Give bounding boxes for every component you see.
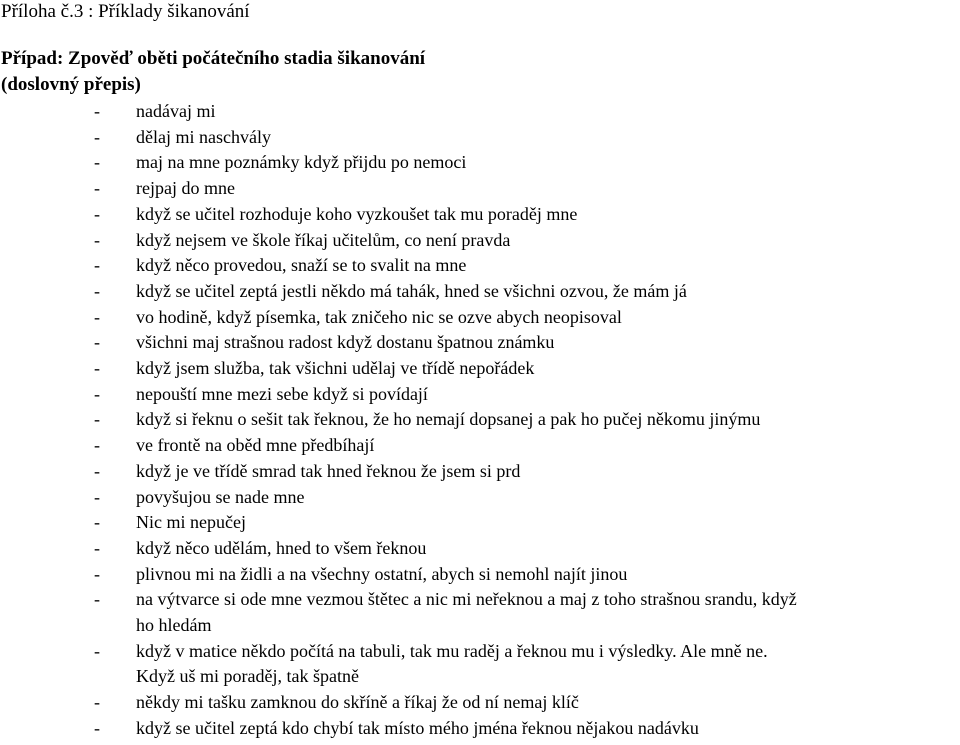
list-item-text: maj na mne poznámky když přijdu po nemoci bbox=[136, 152, 467, 173]
list-item bbox=[0, 279, 960, 305]
list-item-continuation: ho hledám bbox=[136, 615, 212, 636]
list-dash: - bbox=[94, 589, 100, 610]
appendix-heading: Příloha č.3 : Příklady šikanování bbox=[1, 1, 250, 22]
list-dash: - bbox=[94, 126, 100, 147]
list-dash: - bbox=[94, 229, 100, 250]
list-item bbox=[0, 253, 960, 279]
list-dash: - bbox=[94, 203, 100, 224]
list-item-text: nadávaj mi bbox=[136, 101, 216, 121]
list-item-text: vo hodině, když písemka, tak zničeho nic se ozve abych neopisoval bbox=[136, 306, 622, 327]
list-item-text: všichni maj strašnou radost když dostanu špatnou známku bbox=[136, 332, 555, 353]
list-dash: - bbox=[94, 563, 100, 584]
list-item bbox=[0, 99, 960, 125]
list-item bbox=[0, 228, 960, 254]
list-item bbox=[0, 356, 960, 382]
list-item-text: když se učitel zeptá jestli někdo má tahák, hned se všichni ozvou, že mám já bbox=[136, 280, 687, 301]
list-item bbox=[0, 330, 960, 356]
list-dash: - bbox=[94, 358, 100, 379]
list-item bbox=[0, 202, 960, 228]
list-dash: - bbox=[94, 409, 100, 430]
list-item bbox=[0, 176, 960, 202]
bullying-examples-list bbox=[0, 99, 960, 742]
list-item-text: dělaj mi naschvály bbox=[136, 126, 271, 147]
list-item bbox=[0, 510, 960, 536]
list-item bbox=[0, 407, 960, 433]
list-item-text: když se učitel rozhoduje koho vyzkoušet tak mu poraděj mne bbox=[136, 203, 578, 224]
list-item-text: když se učitel zeptá kdo chybí tak místo mého jména řeknou nějakou nadávku bbox=[136, 717, 699, 738]
list-item-text: když něco udělám, hned to všem řeknou bbox=[136, 537, 427, 558]
list-dash: - bbox=[94, 383, 100, 404]
list-dash: - bbox=[94, 486, 100, 507]
list-item bbox=[0, 587, 960, 638]
list-dash: - bbox=[94, 460, 100, 481]
list-item bbox=[0, 125, 960, 151]
list-item-text: rejpaj do mne bbox=[136, 178, 235, 199]
list-item bbox=[0, 305, 960, 331]
list-dash: - bbox=[94, 435, 100, 456]
list-item-text: když jsem služba, tak všichni udělaj ve třídě nepořádek bbox=[136, 358, 535, 379]
list-dash: - bbox=[94, 332, 100, 353]
list-item-text: někdy mi tašku zamknou do skříně a říkaj že od ní nemaj klíč bbox=[136, 692, 579, 713]
list-item-text: plivnou mi na židli a na všechny ostatní, abych si nemohl najít jinou bbox=[136, 563, 628, 584]
case-title: Případ: Zpověď oběti počátečního stadia šikanování bbox=[1, 48, 426, 69]
list-dash: - bbox=[94, 692, 100, 713]
list-dash: - bbox=[94, 640, 100, 661]
list-item bbox=[0, 562, 960, 588]
list-dash: - bbox=[94, 306, 100, 327]
list-item bbox=[0, 382, 960, 408]
list-item bbox=[0, 536, 960, 562]
list-item bbox=[0, 716, 960, 742]
list-item bbox=[0, 485, 960, 511]
list-dash: - bbox=[94, 512, 100, 533]
list-item-text: když je ve třídě smrad tak hned řeknou že jsem si prd bbox=[136, 460, 521, 481]
list-dash: - bbox=[94, 537, 100, 558]
list-item bbox=[0, 433, 960, 459]
list-dash: - bbox=[94, 280, 100, 301]
list-item-text: když si řeknu o sešit tak řeknou, že ho nemají dopsanej a pak ho pučej někomu jinýmu bbox=[136, 409, 761, 430]
list-item bbox=[0, 459, 960, 485]
list-item-text: Nic mi nepučej bbox=[136, 512, 246, 533]
list-item-text: když v matice někdo počítá na tabuli, tak mu raděj a řeknou mu i výsledky. Ale mně ne. bbox=[136, 640, 768, 661]
list-item-text: povyšujou se nade mne bbox=[136, 486, 305, 507]
list-item-text: na výtvarce si ode mne vezmou štětec a nic mi neřeknou a maj z toho strašnou srandu, když bbox=[136, 589, 797, 610]
list-item-text: ve frontě na oběd mne předbíhají bbox=[136, 435, 375, 456]
list-item bbox=[0, 150, 960, 176]
list-item bbox=[0, 690, 960, 716]
list-dash: - bbox=[94, 178, 100, 199]
list-item-continuation: Když uš mi poraděj, tak špatně bbox=[136, 666, 359, 687]
list-item bbox=[0, 639, 960, 690]
case-subtitle: (doslovný přepis) bbox=[1, 74, 141, 95]
list-item-text: nepouští mne mezi sebe když si povídají bbox=[136, 383, 428, 404]
list-item-text: když něco provedou, snaží se to svalit na mne bbox=[136, 255, 467, 276]
list-item-text: když nejsem ve škole říkaj učitelům, co není pravda bbox=[136, 229, 511, 250]
list-dash: - bbox=[94, 101, 100, 121]
list-dash: - bbox=[94, 152, 100, 173]
list-dash: - bbox=[94, 717, 100, 738]
list-dash: - bbox=[94, 255, 100, 276]
